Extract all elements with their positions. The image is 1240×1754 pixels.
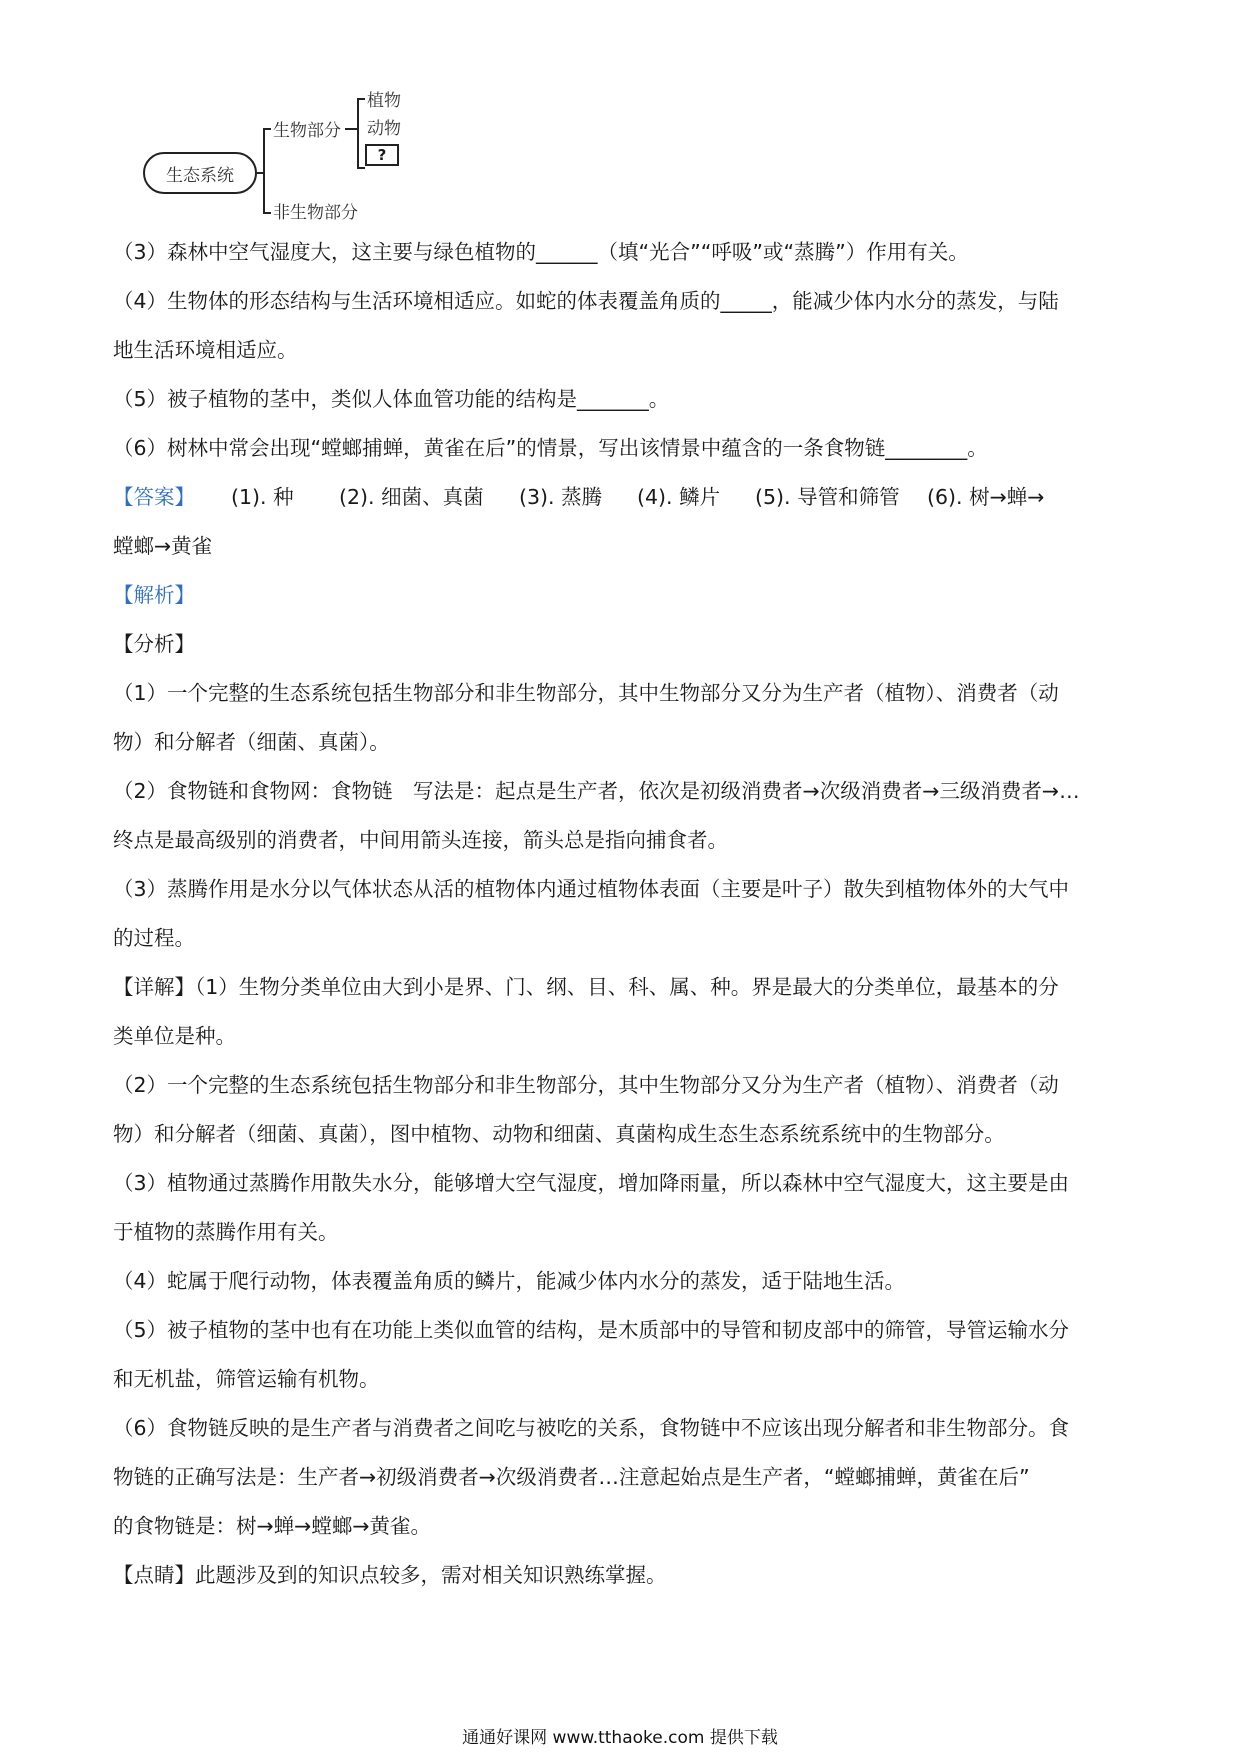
- diagram-animals-node: 动物: [367, 119, 401, 139]
- detail-6a: （6）食物链反映的是生产者与消费者之间吃与被吃的关系，食物链中不应该出现分解者和非生物部分。食: [113, 1416, 1070, 1440]
- page-footer: 通通好课网 www.tthaoke.com 提供下载: [462, 1728, 778, 1748]
- connector: [357, 98, 359, 168]
- detail-3a: （3）植物通过蒸腾作用散失水分，能够增大空气湿度，增加降雨量，所以森林中空气湿度大，这主要是由: [113, 1171, 1070, 1195]
- ecosystem-diagram: [135, 88, 475, 223]
- detail-6c: 的食物链是：树→蝉→螳螂→黄雀。: [113, 1514, 432, 1538]
- diagram-plants-node: 植物: [367, 91, 401, 111]
- fenxi-3a: （3）蒸腾作用是水分以气体状态从活的植物体内通过植物体表面（主要是叶子）散失到植物体外的大气中: [113, 877, 1070, 901]
- connector: [263, 128, 265, 214]
- fenxi-2b: 终点是最高级别的消费者，中间用箭头连接，箭头总是指向捕食者。: [113, 828, 728, 852]
- question-4-line2: 地生活环境相适应。: [113, 338, 298, 362]
- answer-label: 【答案】: [113, 485, 195, 509]
- analysis-label: 【解析】: [113, 583, 195, 607]
- connector: [345, 128, 357, 130]
- detail-1a: 【详解】（1）生物分类单位由大到小是界、门、纲、目、科、属、种。界是最大的分类单位，最基本的分: [113, 975, 1059, 999]
- diagram-abiotic-node: 非生物部分: [273, 203, 358, 223]
- fenxi-1b: 物）和分解者（细菌、真菌）。: [113, 730, 390, 754]
- diagram-unknown-box: ?: [365, 144, 399, 166]
- fenxi-1a: （1）一个完整的生态系统包括生物部分和非生物部分，其中生物部分又分为生产者（植物）、消费者（动: [113, 681, 1059, 705]
- fenxi-2a: （2）食物链和食物网：食物链 写法是：起点是生产者，依次是初级消费者→次级消费者→三级消费者→…: [113, 779, 1080, 803]
- detail-4: （4）蛇属于爬行动物，体表覆盖角质的鳞片，能减少体内水分的蒸发，适于陆地生活。: [113, 1269, 906, 1293]
- question-3: （3）森林中空气湿度大，这主要与绿色植物的______（填“光合”“呼吸”或“蒸腾”）作用有关。: [113, 240, 969, 264]
- diagram-biotic-node: 生物部分: [273, 121, 341, 141]
- detail-2b: 物）和分解者（细菌、真菌），图中植物、动物和细菌、真菌构成生态生态系统系统中的生物部分。: [113, 1122, 1005, 1146]
- fenxi-heading: 【分析】: [113, 632, 195, 656]
- detail-6b: 物链的正确写法是：生产者→初级消费者→次级消费者…注意起始点是生产者，“螳螂捕蝉，黄雀在后”: [113, 1465, 1030, 1489]
- answer-4: (4). 鳞片: [637, 485, 721, 509]
- connector: [357, 167, 365, 169]
- question-4-line1: （4）生物体的形态结构与生活环境相适应。如蛇的体表覆盖角质的_____，能减少体内水分的蒸发，与陆: [113, 289, 1059, 313]
- detail-5a: （5）被子植物的茎中也有在功能上类似血管的结构，是木质部中的导管和韧皮部中的筛管，导管运输水分: [113, 1318, 1070, 1342]
- detail-2a: （2）一个完整的生态系统包括生物部分和非生物部分，其中生物部分又分为生产者（植物）、消费者（动: [113, 1073, 1059, 1097]
- dianjing: 【点睛】此题涉及到的知识点较多，需对相关知识熟练掌握。: [113, 1563, 667, 1587]
- connector: [263, 212, 271, 214]
- diagram-root-node: 生态系统: [143, 152, 257, 194]
- question-6: （6）树林中常会出现“螳螂捕蝉，黄雀在后”的情景，写出该情景中蕴含的一条食物链________。: [113, 436, 988, 460]
- fenxi-3b: 的过程。: [113, 926, 195, 950]
- detail-5b: 和无机盐，筛管运输有机物。: [113, 1367, 380, 1391]
- connector: [357, 98, 365, 100]
- question-5: （5）被子植物的茎中，类似人体血管功能的结构是_______。: [113, 387, 670, 411]
- answer-row: [113, 473, 1133, 522]
- answer-3: (3). 蒸腾: [519, 485, 603, 509]
- connector: [263, 128, 271, 130]
- detail-3b: 于植物的蒸腾作用有关。: [113, 1220, 339, 1244]
- answer-6: (6). 树→蝉→: [927, 485, 1045, 509]
- answer-1: (1). 种: [231, 485, 294, 509]
- detail-1b: 类单位是种。: [113, 1024, 236, 1048]
- document-body: [113, 228, 1133, 1600]
- answer-5: (5). 导管和筛管: [755, 485, 900, 509]
- answer-6-cont: 螳螂→黄雀: [113, 534, 213, 558]
- answer-2: (2). 细菌、真菌: [339, 485, 484, 509]
